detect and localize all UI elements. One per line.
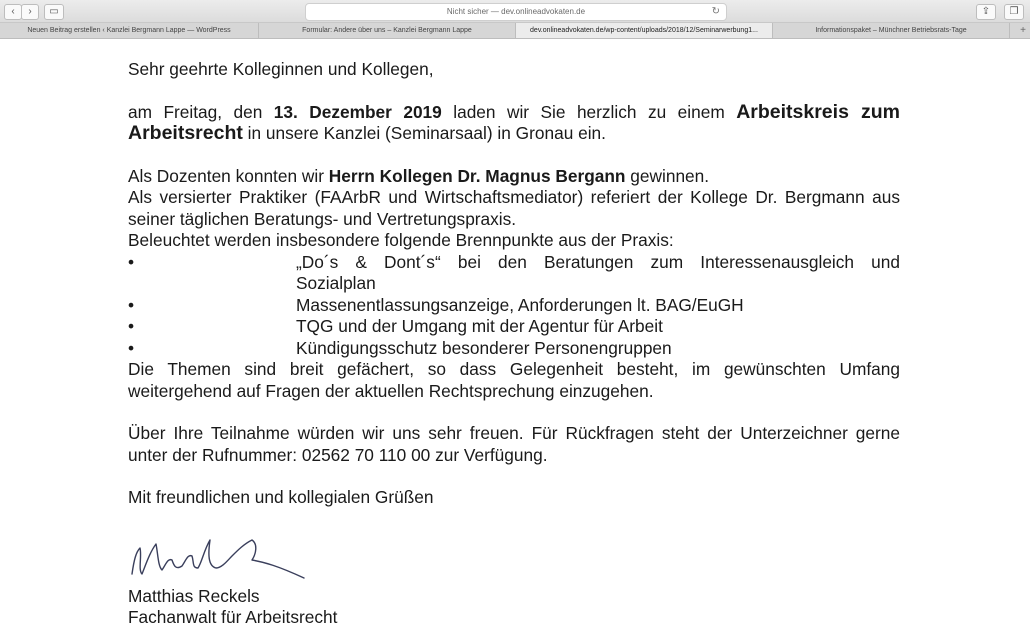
tab-formular[interactable]: Formular: Andere über uns – Kanzlei Bergmann Lappe [259,23,516,38]
topics-note: Die Themen sind breit gefächert, so dass Gelegenheit besteht, im gewünschten Umfang weitergehend auf Fragen der aktuellen Rechtsprechung einzugehen. [128,359,900,401]
speaker-description: Als versierter Praktiker (FAArbR und Wirtschaftsmediator) referiert der Kollege Dr. Bergmann aus seiner täglichen Beratungs- und Vertretungspraxis. [128,187,900,229]
topic-text: TQG und der Umgang mit der Agentur für Arbeit [296,316,663,336]
list-item [128,252,900,295]
list-item [128,316,900,338]
bullet-icon: • [128,294,135,315]
tab-seminarwerbung[interactable]: dev.onlineadvokaten.de/wp-content/uploads/2018/12/Seminarwerbung1... [516,23,773,38]
address-bar[interactable] [305,3,727,21]
speaker-text-a: Als Dozenten konnten wir [128,165,329,186]
topic-text: Massenentlassungsanzeige, Anforderungen lt. BAG/EuGH [296,294,744,315]
signer-title: Fachanwalt für Arbeitsrecht [128,607,338,627]
list-item [128,295,900,317]
reload-icon[interactable]: ↻ [711,6,720,17]
new-tab-icon[interactable]: + [1020,25,1026,36]
bullet-icon: • [128,316,135,336]
closing: Mit freundlichen und kollegialen Grüßen [128,487,434,507]
invitation-text-e: in unsere Kanzlei (Seminarsaal) in Gronau ein. [242,123,606,143]
letter-body [128,59,900,629]
speaker-paragraph [128,166,900,188]
speaker-text-c: gewinnen. [625,165,710,186]
document-page [0,39,1030,644]
address-text: Nicht sicher — dev.onlineadvokaten.de [446,7,586,16]
topic-text: „Do´s & Dont´s“ bei den Beratungen zum Interessenausgleich und Sozialplan [296,251,900,293]
signature-icon [128,530,318,588]
event-date: 13. Dezember 2019 [273,101,442,122]
bullet-icon: • [128,251,135,272]
salutation: Sehr geehrte Kolleginnen und Kollegen, [128,59,434,79]
bullet-icon: • [128,337,135,358]
share-icon[interactable]: ⇪ [976,4,996,20]
tabs-overview-icon[interactable]: ❐ [1004,4,1024,20]
tab-informationspaket[interactable]: Informationspaket – Münchner Betriebsrats-Tage [773,23,1010,38]
invitation-text-a: am Freitag, den [128,101,274,122]
speaker-name: Herrn Kollegen Dr. Magnus Bergann [328,165,626,186]
tab-bar [0,23,1030,39]
signer-name: Matthias Reckels [128,585,260,606]
back-icon[interactable]: ‹ [4,4,22,20]
invitation-text-c: laden wir Sie herzlich zu einem [441,101,737,122]
topic-text: Kündigungsschutz besonderer Personengruppen [296,337,672,358]
contact-paragraph: Über Ihre Teilnahme würden wir uns sehr freuen. Für Rückfragen steht der Unterzeichner gerne unter der Rufnummer: 02562 70 110 00 zur Verfügung. [128,423,900,465]
list-item [128,338,900,360]
forward-icon[interactable]: › [21,4,39,20]
topics-intro: Beleuchtet werden insbesondere folgende Brennpunkte aus der Praxis: [128,230,674,250]
signature-image [128,530,900,586]
tab-wordpress[interactable]: Neuen Beitrag erstellen ‹ Kanzlei Bergmann Lappe — WordPress [0,23,259,38]
sidebar-icon[interactable]: ▭ [44,4,64,20]
invitation-paragraph [128,102,900,145]
event-title: Arbeitskreis zum Arbeitsrecht [128,100,900,144]
browser-toolbar [0,0,1030,23]
